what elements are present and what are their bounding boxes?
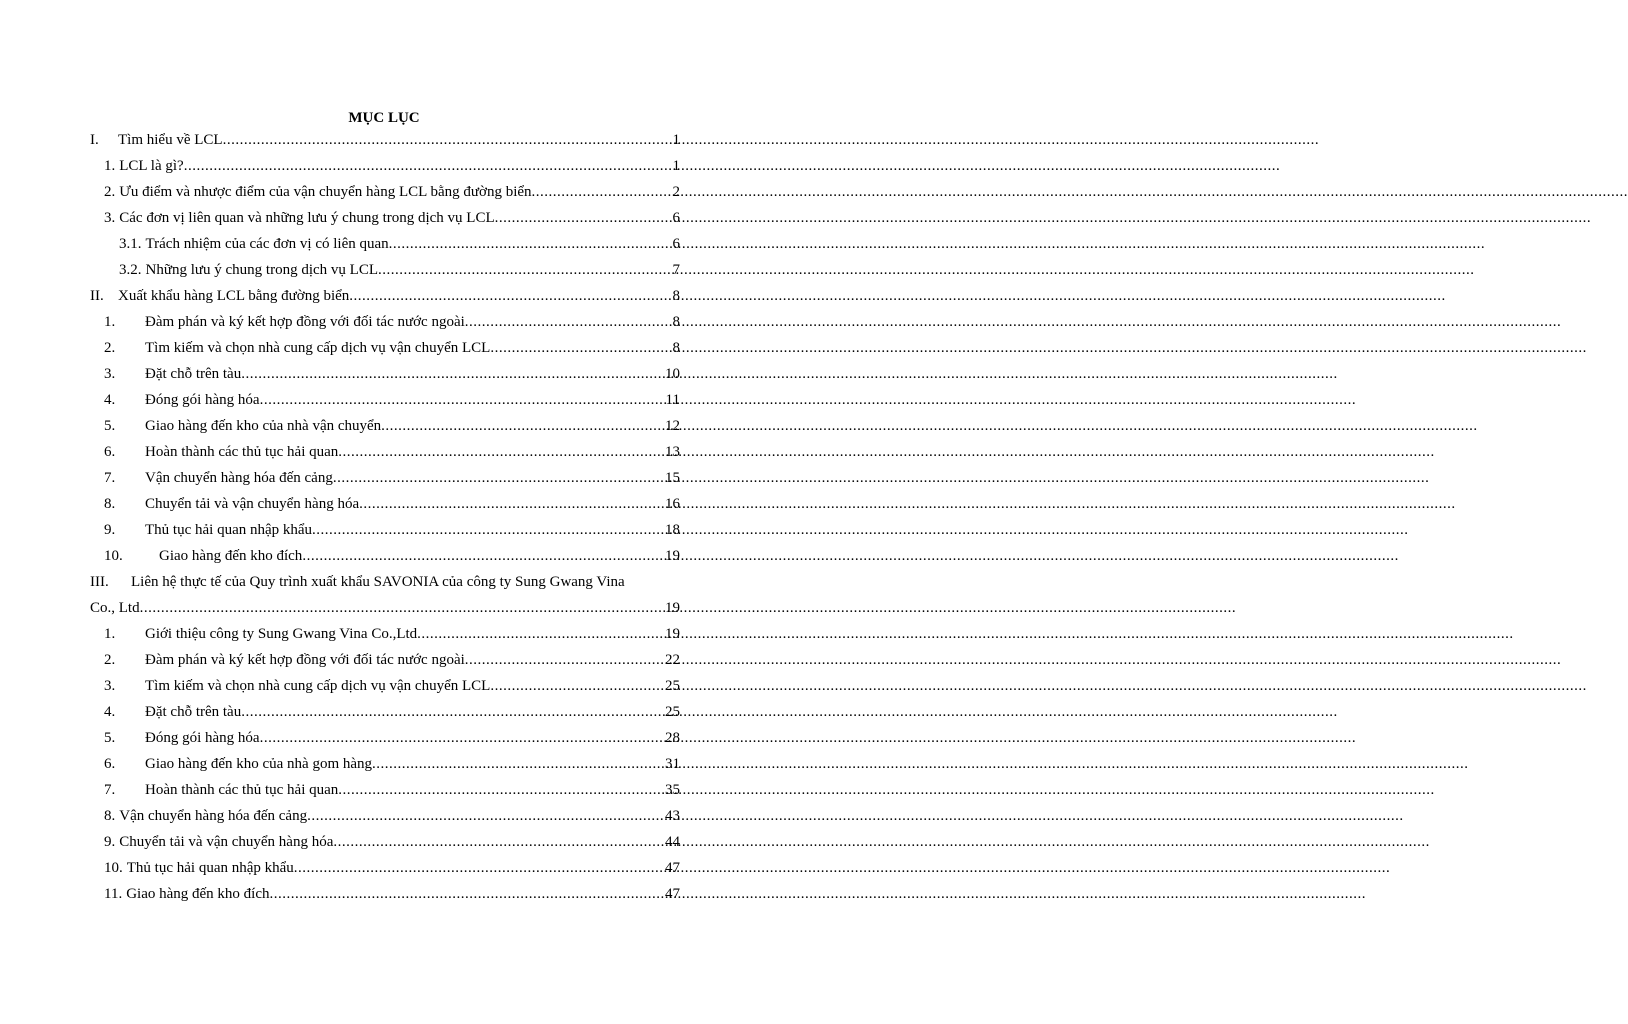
toc-entry-number: 3.1. [119, 236, 142, 252]
toc-page-number: 28 [665, 730, 680, 746]
toc-leader-dots [270, 881, 665, 907]
toc-title: MỤC LỤC [348, 110, 420, 126]
toc-section-number: I. [90, 132, 99, 148]
toc-entry-number: 6. [104, 444, 116, 460]
toc-leader-dots [302, 543, 665, 569]
toc-entry-number: 9. [104, 834, 116, 850]
toc-page-number: 25 [665, 704, 680, 720]
toc-entry[interactable] [90, 699, 680, 725]
toc-leader-dots [338, 777, 665, 803]
toc-entry[interactable] [90, 621, 680, 647]
toc-leader-dots [381, 413, 665, 439]
toc-entry-title: Trách nhiệm của các đơn vị có liên quan [145, 236, 389, 252]
toc-entry-title: Đóng gói hàng hóa [145, 730, 260, 746]
toc-leader-dots [349, 283, 672, 309]
toc-entry-number: 5. [104, 418, 116, 434]
toc-page-number: 22 [665, 652, 680, 668]
toc-subentry[interactable] [90, 231, 680, 257]
toc-page-number: 44 [665, 834, 680, 850]
toc-page-number: 11 [665, 392, 680, 408]
toc-page-number: 18 [665, 522, 680, 538]
toc-entry[interactable] [90, 361, 680, 387]
toc-entry-number: 4. [104, 704, 116, 720]
toc-entry-title: Giao hàng đến kho của nhà vận chuyển [145, 418, 382, 434]
toc-entry-number: 3. [104, 366, 116, 382]
toc-page-number: 19 [665, 548, 680, 564]
toc-entry-title: Chuyển tải và vận chuyển hàng hóa [145, 496, 360, 512]
toc-entry[interactable] [90, 335, 680, 361]
toc-leader-dots [184, 153, 673, 179]
toc-leader-dots [389, 231, 673, 257]
toc-entry-title: Thủ tục hải quan nhập khẩu [126, 860, 294, 876]
toc-entry-number: 10. [104, 860, 123, 876]
toc-entry[interactable] [90, 725, 680, 751]
toc-entry-number: 3. [104, 678, 116, 694]
toc-page-number: 6 [672, 210, 680, 226]
toc-page-number: 19 [665, 626, 680, 642]
toc-page-number: 25 [665, 678, 680, 694]
toc-page-number: 35 [665, 782, 680, 798]
toc-entry-title: Hoàn thành các thủ tục hải quan [145, 782, 339, 798]
toc-leader-dots [333, 465, 665, 491]
toc-entry-title: Các đơn vị liên quan và những lưu ý chung trong dịch vụ LCL [119, 210, 495, 226]
toc-entry[interactable] [90, 205, 680, 231]
toc-section-number: II. [90, 288, 104, 304]
toc-entry-title: Những lưu ý chung trong dịch vụ LCL [145, 262, 378, 278]
toc-page-number: 47 [665, 860, 680, 876]
toc-entry-number: 1. [104, 158, 116, 174]
toc-leader-dots [359, 491, 665, 517]
toc-page-number: 8 [672, 288, 680, 304]
toc-page-number: 43 [665, 808, 680, 824]
toc-entry-title: Thủ tục hải quan nhập khẩu [145, 522, 313, 538]
toc-entry[interactable] [90, 751, 680, 777]
toc-leader-dots [260, 725, 665, 751]
toc-entry-number: 8. [104, 496, 116, 512]
toc-entry[interactable] [90, 829, 680, 855]
toc-entry[interactable] [90, 153, 680, 179]
toc-section-number: III. [90, 574, 109, 590]
toc-entry-number: 7. [104, 782, 116, 798]
toc-entry[interactable] [90, 673, 680, 699]
toc-entry-title: Vận chuyển hàng hóa đến cảng [119, 808, 308, 824]
toc-subentry[interactable] [90, 257, 680, 283]
toc-leader-dots [260, 387, 666, 413]
toc-entry-number: 8. [104, 808, 116, 824]
toc-entry-number: 3.2. [119, 262, 142, 278]
toc-entry-title: Hoàn thành các thủ tục hải quan [145, 444, 339, 460]
toc-entry[interactable] [90, 777, 680, 803]
toc-entry-number: 1. [104, 626, 116, 642]
toc-section-title: Liên hệ thực tế của Quy trình xuất khẩu SAVONIA của công ty Sung Gwang Vina [131, 574, 625, 590]
toc-leader-dots [241, 699, 665, 725]
toc-page-number: 7 [672, 262, 680, 278]
toc-section-title-line-1 [90, 569, 680, 595]
toc-entry[interactable] [90, 491, 680, 517]
toc-leader-dots [312, 517, 665, 543]
toc-leader-dots [490, 673, 665, 699]
toc-entry[interactable] [90, 465, 680, 491]
toc-entry[interactable] [90, 179, 680, 205]
toc-page-number: 31 [665, 756, 680, 772]
toc-leader-dots [307, 803, 665, 829]
table-of-contents [90, 127, 680, 907]
toc-leader-dots [532, 179, 673, 205]
toc-entry[interactable] [90, 803, 680, 829]
toc-entry-title: Giao hàng đến kho đích [126, 886, 270, 902]
toc-entry-number: 2. [104, 340, 116, 356]
toc-entry[interactable] [90, 543, 680, 569]
toc-section-title: Xuất khẩu hàng LCL bằng đường biển [118, 288, 350, 304]
toc-section-title: Tìm hiểu về LCL [118, 132, 223, 148]
toc-entry-number: 9. [104, 522, 116, 538]
toc-entry-title: Giới thiệu công ty Sung Gwang Vina Co.,Ltd [145, 626, 418, 642]
toc-leader-dots [333, 829, 665, 855]
toc-entry-number: 11. [104, 886, 123, 902]
toc-page-number: 8 [672, 314, 680, 330]
toc-entry-number: 5. [104, 730, 116, 746]
toc-leader-dots [378, 257, 673, 283]
toc-entry-title: Đặt chỗ trên tàu [145, 704, 242, 720]
toc-entry-title: Giao hàng đến kho đích [159, 548, 303, 564]
toc-entry-title: Đóng gói hàng hóa [145, 392, 260, 408]
toc-entry[interactable] [90, 387, 680, 413]
document-page [0, 0, 768, 1024]
toc-entry-title: LCL là gì? [119, 158, 184, 174]
toc-entry-number: 10. [104, 548, 123, 564]
toc-entry[interactable] [90, 309, 680, 335]
toc-leader-dots [490, 335, 672, 361]
toc-page-number: 13 [665, 444, 680, 460]
toc-entry-title: Đàm phán và ký kết hợp đồng với đối tác nước ngoài [145, 652, 465, 668]
toc-entry-title: Giao hàng đến kho của nhà gom hàng [145, 756, 373, 772]
toc-leader-dots [495, 205, 673, 231]
toc-entry-title: Chuyển tải và vận chuyển hàng hóa [119, 834, 334, 850]
toc-leader-dots [223, 127, 673, 153]
toc-leader-dots [140, 595, 665, 621]
toc-page-number: 19 [665, 600, 680, 616]
toc-entry-title: Đặt chỗ trên tàu [145, 366, 242, 382]
toc-entry-number: 2. [104, 652, 116, 668]
toc-entry[interactable] [90, 855, 680, 881]
toc-page-number: 47 [665, 886, 680, 902]
toc-section-3[interactable] [90, 569, 680, 621]
toc-entry[interactable] [90, 413, 680, 439]
toc-page-number: 1 [672, 132, 680, 148]
toc-entry-number: 3. [104, 210, 116, 226]
toc-section-1[interactable] [90, 127, 680, 153]
toc-page-number: 8 [672, 340, 680, 356]
toc-section-title-continued: Co., Ltd [90, 600, 140, 616]
toc-entry-number: 4. [104, 392, 116, 408]
toc-leader-dots [372, 751, 665, 777]
toc-leader-dots [294, 855, 665, 881]
toc-entry-title: Tìm kiếm và chọn nhà cung cấp dịch vụ vận chuyển LCL [145, 340, 491, 356]
toc-leader-dots [241, 361, 665, 387]
toc-section-2[interactable] [90, 283, 680, 309]
toc-section-title-line-2 [90, 595, 680, 621]
toc-page-number: 1 [672, 158, 680, 174]
toc-page-number: 16 [665, 496, 680, 512]
toc-entry[interactable] [90, 517, 680, 543]
toc-leader-dots [465, 647, 665, 673]
toc-entry-title: Đàm phán và ký kết hợp đồng với đối tác nước ngoài [145, 314, 465, 330]
toc-entry-number: 2. [104, 184, 116, 200]
toc-leader-dots [338, 439, 665, 465]
toc-entry-title: Tìm kiếm và chọn nhà cung cấp dịch vụ vận chuyển LCL [145, 678, 491, 694]
toc-entry-number: 7. [104, 470, 116, 486]
toc-page-number: 15 [665, 470, 680, 486]
toc-page-number: 12 [665, 418, 680, 434]
toc-entry-title: Vận chuyển hàng hóa đến cảng [145, 470, 333, 486]
toc-entry-number: 1. [104, 314, 116, 330]
toc-page-number: 2 [672, 184, 680, 200]
toc-page-number: 10 [665, 366, 680, 382]
toc-entry[interactable] [90, 647, 680, 673]
toc-page-number: 6 [672, 236, 680, 252]
toc-leader-dots [417, 621, 665, 647]
toc-leader-dots [465, 309, 673, 335]
toc-entry-title: Ưu điểm và nhược điểm của vận chuyển hàng LCL bằng đường biển [119, 184, 532, 200]
toc-entry-number: 6. [104, 756, 116, 772]
toc-entry[interactable] [90, 881, 680, 907]
toc-entry[interactable] [90, 439, 680, 465]
